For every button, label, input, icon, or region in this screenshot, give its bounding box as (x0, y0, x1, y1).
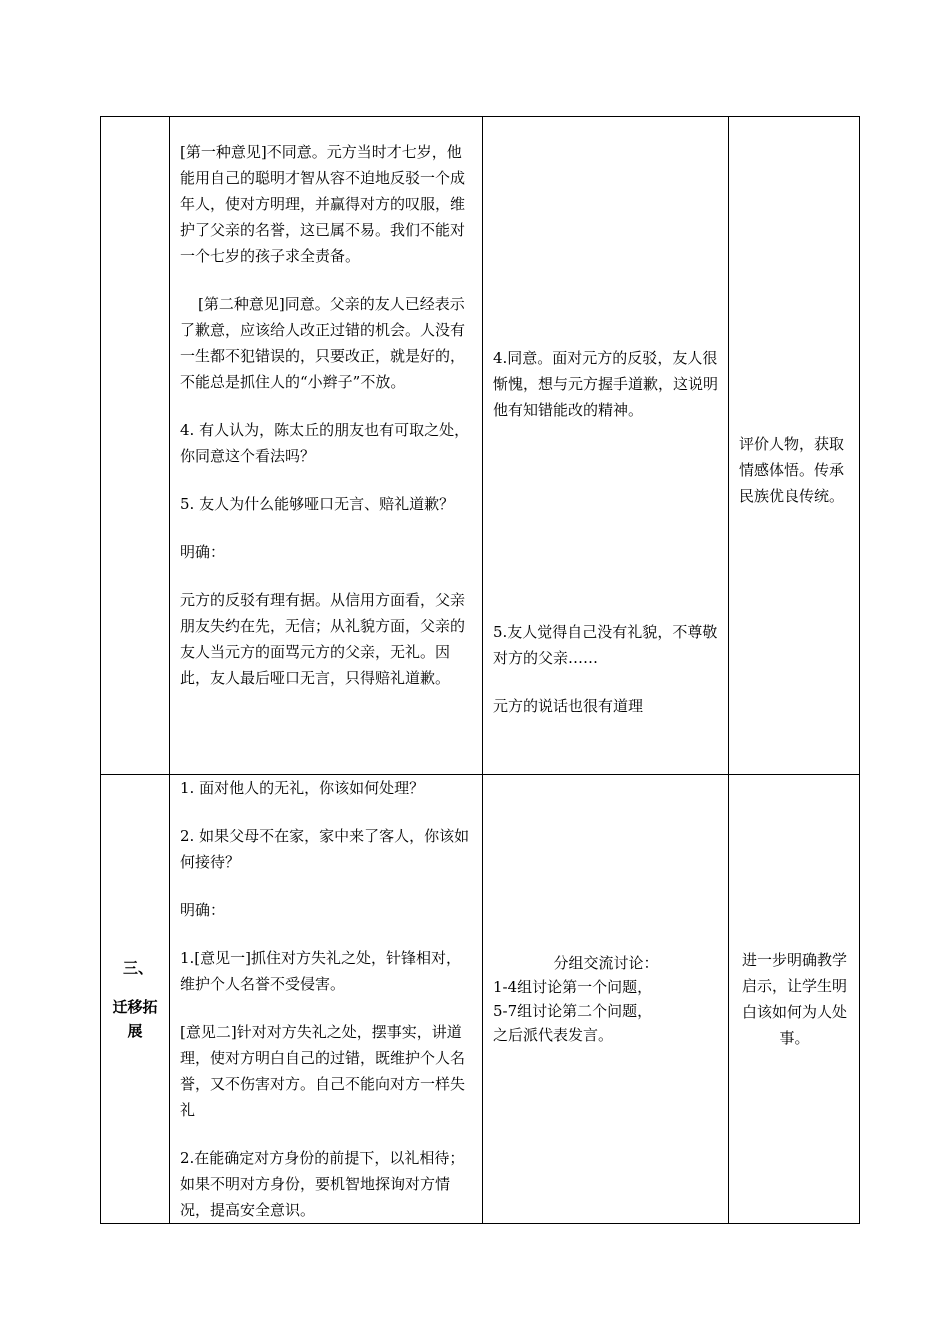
section-cell (101, 775, 170, 1224)
answer-two-text: 2.在能确定对方身份的前提下，以礼相待；如果不明对方身份，要机智地探询对方情况，提高安全意识。 (180, 1149, 465, 1219)
question-one: 1. 面对他人的无礼，你该如何处理？ (180, 779, 425, 797)
section-title: 迁移拓展 (112, 998, 158, 1040)
student-activity-cell (483, 117, 729, 775)
question-five: 5. 友人为什么能够哑口无言、赔礼道歉？ (180, 495, 455, 513)
clarify-label: 明确： (180, 901, 226, 919)
clarify-text: 元方的反驳有理有据。从信用方面看，父亲朋友失约在先，无信；从礼貌方面，父亲的友人当元方的面骂元方的父亲，无礼。因此，友人最后哑口无言，只得赔礼道歉。 (180, 591, 466, 687)
table-row-transfer (101, 775, 860, 1224)
opinion-one-text: [第一种意见]不同意。元方当时才七岁，他能用自己的聪明才智从容不迫地反驳一个成年人，使对方明理，并赢得对方的叹服，维护了父亲的名誉，这已属不易。我们不能对一个七岁的孩子求全责备。 (180, 143, 466, 265)
clarify-label: 明确： (180, 543, 226, 561)
teacher-activity-cell (170, 117, 483, 775)
view-two-text: [意见二]针对对方失礼之处，摆事实，讲道理，使对方明白自己的过错，既维护个人名誉，又不伤害对方。自己不能向对方一样失礼 (180, 1023, 466, 1119)
discussion-group-one: 1-4组讨论第一个问题， (493, 978, 653, 996)
view-one-text: 1.[意见一]抓住对方失礼之处，针锋相对，维护个人名誉不受侵害。 (180, 949, 462, 993)
opinion-two-text: [第二种意见]同意。父亲的友人已经表示了歉意，应该给人改正过错的机会。人没有一生都不犯错误的，只要改正，就是好的，不能总是抓住人的“小辫子”不放。 (180, 295, 466, 391)
student-answer-five-b: 元方的说话也很有道理 (493, 697, 644, 715)
design-intent-cell (729, 117, 860, 775)
student-activity-cell (483, 775, 729, 1224)
section-cell-empty (101, 117, 170, 775)
discussion-report: 之后派代表发言。 (493, 1026, 614, 1044)
design-intent-cell (729, 775, 860, 1224)
design-intent-text: 评价人物，获取情感体悟。传承民族优良传统。 (739, 435, 845, 505)
question-two: 2. 如果父母不在家，家中来了客人，你该如何接待？ (180, 827, 470, 871)
discussion-heading: 分组交流讨论： (553, 954, 659, 972)
teacher-activity-cell (170, 775, 483, 1224)
section-number: 三、 (122, 959, 153, 977)
student-answer-four: 4.同意。面对元方的反驳，友人很惭愧，想与元方握手道歉，这说明他有知错能改的精神。 (493, 349, 719, 419)
design-intent-text: 进一步明确教学启示，让学生明白该如何为人处事。 (741, 951, 847, 1047)
student-answer-five: 5.友人觉得自己没有礼貌，不尊敬对方的父亲…… (493, 623, 718, 667)
lesson-plan-table (100, 116, 860, 1224)
question-four: 4. 有人认为，陈太丘的朋友也有可取之处，你同意这个看法吗？ (180, 421, 470, 465)
discussion-group-two: 5-7组讨论第二个问题， (493, 1002, 653, 1020)
table-row-evaluation (101, 117, 860, 775)
